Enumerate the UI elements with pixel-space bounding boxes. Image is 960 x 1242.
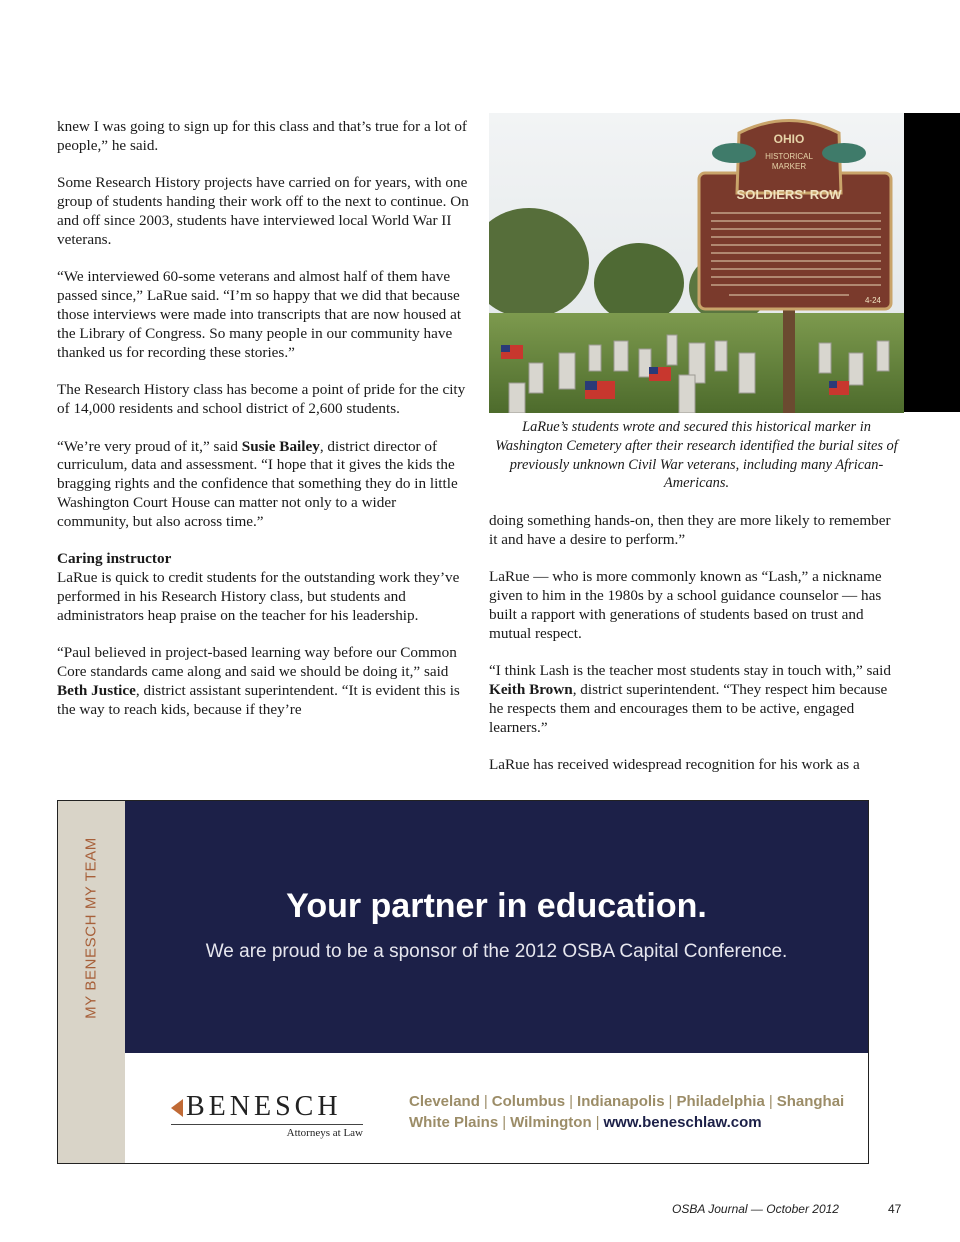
marker-badge-line1: HISTORICAL bbox=[765, 152, 813, 161]
city: Indianapolis bbox=[577, 1093, 665, 1110]
marker-number: 4-24 bbox=[864, 296, 881, 305]
person-name: Susie Bailey bbox=[241, 437, 320, 455]
page-number: 47 bbox=[888, 1202, 902, 1216]
benesch-advertisement bbox=[57, 800, 869, 1164]
ad-subline: We are proud to be a sponsor of the 2012 OSBA Capital Conference. bbox=[205, 941, 788, 962]
paragraph: Some Research History projects have carried on for years, with one group of students handing their work off to the next to continue. On and off since 2003, students have interviewed local World War II veterans. bbox=[57, 174, 469, 248]
city: Shanghai bbox=[776, 1093, 845, 1110]
paragraph bbox=[489, 662, 901, 737]
city: Philadelphia bbox=[676, 1093, 765, 1110]
text-run: , district assistant superintendent. “It is evident this is the way to reach kids, because if they’re bbox=[57, 681, 460, 718]
paragraph bbox=[57, 644, 469, 719]
section-subhead: Caring instructor bbox=[57, 550, 172, 568]
ad-side-text: MY BENESCH MY TEAM bbox=[82, 837, 100, 1019]
edge-tab bbox=[904, 113, 960, 412]
person-name: Beth Justice bbox=[57, 681, 136, 699]
paragraph: “We interviewed 60-some veterans and almost half of them have passed since,” LaRue said. “I’m so happy that we did that because those interviews were made into transcripts that are now housed at the Library of Congress. So many people in our community have thanked us for recording these stories.” bbox=[57, 268, 462, 361]
journal-footer: OSBA Journal — October 2012 bbox=[672, 1202, 839, 1216]
marker-badge-line2: MARKER bbox=[771, 162, 807, 171]
city: White Plains bbox=[409, 1114, 499, 1131]
article-left-column bbox=[57, 118, 469, 738]
logo-rule bbox=[171, 1124, 363, 1125]
ad-side-panel bbox=[58, 801, 125, 1163]
text-run: , district director of curriculum, data and assessment. “I hope that it gives the kids the bragging rights and the confidence that something they do in little Washington Court House can matter not only to a wider community, but also across time.” bbox=[57, 437, 458, 530]
cities-line-1: Cleveland | Columbus | Indianapolis | Philadelphia | Shanghai bbox=[409, 1093, 845, 1110]
city: Wilmington bbox=[510, 1114, 592, 1131]
paragraph bbox=[57, 438, 469, 532]
ad-banner bbox=[125, 801, 868, 1053]
office-locations bbox=[409, 1091, 844, 1133]
marker-state: OHIO bbox=[773, 132, 805, 146]
logo-triangle-icon bbox=[171, 1099, 183, 1117]
person-name: Keith Brown bbox=[489, 681, 573, 699]
cities-line-2: White Plains | Wilmington | www.beneschlaw.com bbox=[409, 1114, 762, 1131]
city: Cleveland bbox=[409, 1093, 480, 1110]
paragraph: The Research History class has become a point of pride for the city of 14,000 residents and school district of 2,600 students. bbox=[57, 381, 466, 417]
text-run: , district superintendent. “They respect him because he respects them and encourages them to be active, engaged learners.” bbox=[489, 681, 888, 736]
paragraph: LaRue has received widespread recognition for his work as a bbox=[489, 756, 860, 774]
logo-word: BENESCH bbox=[186, 1091, 342, 1122]
ad-footer-panel bbox=[125, 1053, 868, 1163]
text-run: “Paul believed in project-based learning way before our Common Core standards came along and said we should be doing it,” said bbox=[57, 644, 457, 681]
article-right-column bbox=[489, 512, 901, 794]
marker-title: SOLDIERS' ROW bbox=[736, 187, 842, 202]
city: Columbus bbox=[491, 1093, 566, 1110]
website-link[interactable]: www.beneschlaw.com bbox=[603, 1114, 762, 1131]
text-run: “We’re very proud of it,” said bbox=[57, 437, 242, 455]
text-run: “I think Lash is the teacher most students stay in touch with,” said bbox=[489, 662, 891, 680]
photo-caption: LaRue’s students wrote and secured this historical marker in Washington Cemetery after their research identified the burial sites of previously unknown Civil War veterans, including many African-Americans. bbox=[495, 419, 898, 492]
historical-marker-photo bbox=[489, 113, 904, 413]
logo-tagline: Attorneys at Law bbox=[286, 1127, 363, 1139]
benesch-logo bbox=[171, 1091, 363, 1139]
paragraph: knew I was going to sign up for this class and that’s true for a lot of people,” he said. bbox=[57, 118, 467, 154]
paragraph: LaRue is quick to credit students for the outstanding work they’ve performed in his Research History class, but students and administrators heap praise on the teacher for his leadership. bbox=[57, 569, 460, 624]
paragraph: LaRue — who is more commonly known as “Lash,” a nickname given to him in the 1980s by a school guidance counselor — has built a rapport with generations of students based on trust and mutual respect. bbox=[489, 568, 882, 642]
cemetery-photo-illustration bbox=[489, 113, 904, 413]
paragraph: doing something hands-on, then they are more likely to remember it and have a desire to perform.” bbox=[489, 512, 891, 548]
ad-headline: Your partner in education. bbox=[286, 887, 707, 925]
